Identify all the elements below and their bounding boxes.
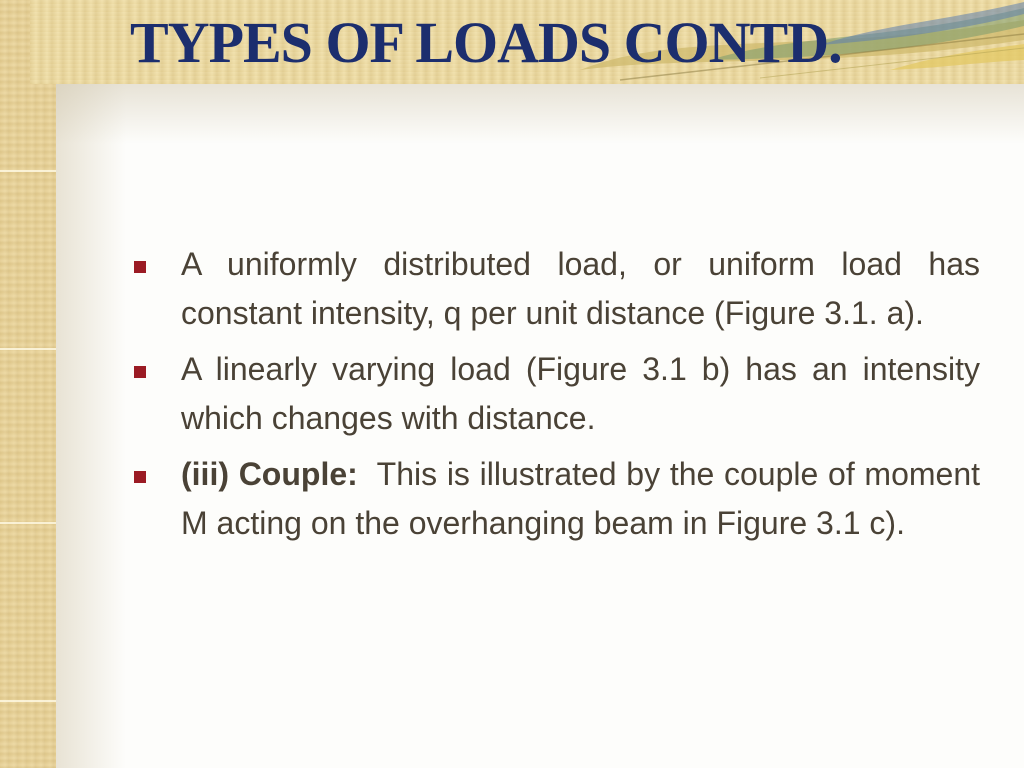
page-title: TYPES OF LOADS CONTD. <box>130 10 842 75</box>
bullet-list <box>130 240 980 555</box>
list-item-text: This is illustrated by the couple of moment M acting on the overhanging beam in Figure 3.1 c). <box>181 456 981 541</box>
square-bullet-icon <box>134 471 146 483</box>
list-item <box>130 450 980 548</box>
list-item-text: A uniformly distributed load, or uniform load has constant intensity, q per unit distance (Figure 3.1. a). <box>181 246 980 331</box>
left-parchment-strip <box>0 0 56 768</box>
top-shadow <box>56 84 1024 144</box>
list-item-text: A linearly varying load (Figure 3.1 b) has an intensity which changes with distance. <box>181 351 980 436</box>
list-item <box>130 240 980 338</box>
square-bullet-icon <box>134 261 146 273</box>
square-bullet-icon <box>134 366 146 378</box>
list-item <box>130 345 980 443</box>
list-item-lead: (iii) Couple: <box>181 456 358 492</box>
